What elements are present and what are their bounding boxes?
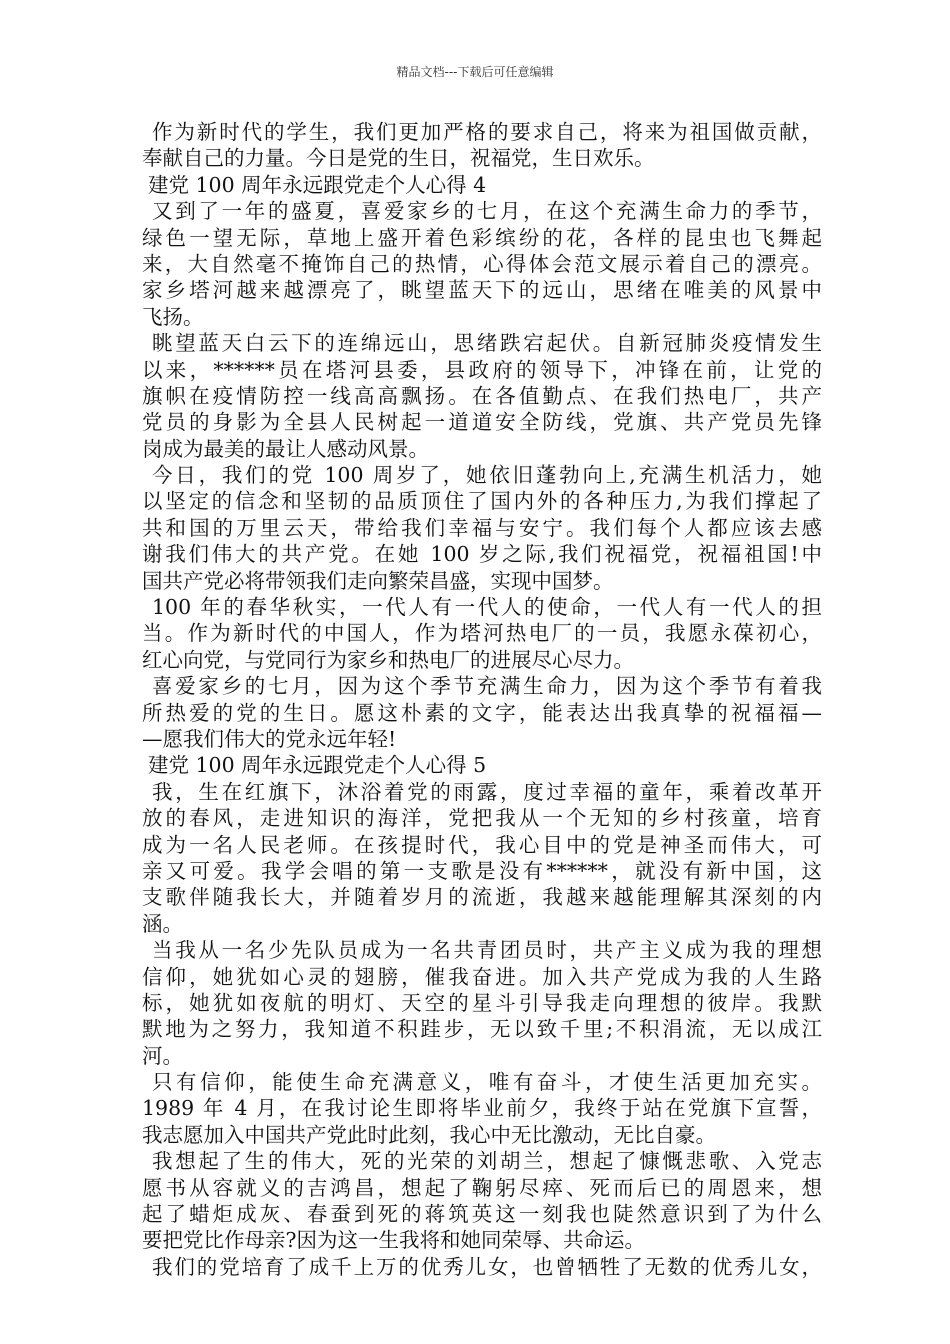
paragraph-line: 我志愿加入中国共产党此时此刻，我心中无比激动，无比自豪。 [142,1122,716,1147]
paragraph-line: 今日，我们的党 100 周岁了，她依旧蓬勃向上,充满生机活力，她 [152,463,822,488]
section-heading: 建党 100 周年永远跟党走个人心得 4 [148,172,487,197]
paragraph-line: 我们的党培育了成千上万的优秀儿女，也曾牺牲了无数的优秀儿女， [152,1254,822,1279]
section-heading: 建党 100 周年永远跟党走个人心得 5 [148,753,487,778]
paragraph-line: 奉献自己的力量。今日是党的生日，祝福党，生日欢乐。 [142,146,655,171]
paragraph-line: 默地为之努力，我知道不积跬步，无以致千里;不积涓流，无以成江 [142,1017,822,1042]
paragraph-line: 党员的身影为全县人民树起一道道安全防线，党旗、共产党员先锋 [142,410,822,435]
paragraph-line: 亲又可爱。我学会唱的第一支歌是没有******，就没有新中国，这 [142,858,822,883]
document-body [142,119,822,1280]
paragraph-line: 红心向党，与党同行为家乡和热电厂的进展尽心尽力。 [142,647,634,672]
paragraph-line: 所热爱的党的生日。愿这朴素的文字，能表达出我真挚的祝福福— [142,700,822,725]
paragraph-line: 绿色一望无际，草地上盛开着色彩缤纷的花，各样的昆虫也飞舞起 [142,225,822,250]
paragraph-line: 家乡塔河越来越漂亮了，眺望蓝天下的远山，思绪在唯美的风景中 [142,278,822,303]
paragraph-line: 眺望蓝天白云下的连绵远山，思绪跌宕起伏。自新冠肺炎疫情发生 [152,331,822,356]
paragraph-line: 以来，******员在塔河县委，县政府的领导下，冲锋在前，让党的 [142,357,822,382]
paragraph-line: 涵。 [142,911,183,936]
paragraph-line: 来，大自然毫不掩饰自己的热情，心得体会范文展示着自己的漂亮。 [142,251,822,276]
paragraph-line: 以坚定的信念和坚韧的品质顶住了国内外的各种压力,为我们撑起了 [142,489,822,514]
page-header-note: 精品文档---下载后可任意编辑 [396,65,554,79]
paragraph-line: —愿我们伟大的党永远年轻! [142,726,397,751]
paragraph-line: 谢我们伟大的共产党。在她 100 岁之际,我们祝福党，祝福祖国!中 [142,542,822,567]
paragraph-line: 只有信仰，能使生命充满意义，唯有奋斗，才使生活更加充实。 [152,1070,822,1095]
paragraph-line: 喜爱家乡的七月，因为这个季节充满生命力，因为这个季节有着我 [152,674,822,699]
paragraph-line: 河。 [142,1043,183,1068]
paragraph-line: 100 年的春华秋实，一代人有一代人的使命，一代人有一代人的担 [152,595,822,620]
paragraph-line: 1989 年 4 月，在我讨论生即将毕业前夕，我终于站在党旗下宣誓， [142,1096,822,1121]
paragraph-line: 旗帜在疫情防控一线高高飘扬。在各值勤点、在我们热电厂，共产 [142,383,822,408]
paragraph-line: 愿书从容就义的吉鸿昌，想起了鞠躬尽瘁、死而后已的周恩来，想 [142,1175,822,1200]
paragraph-line: 要把党比作母亲?因为这一生我将和她同荣辱、共命运。 [142,1228,645,1253]
paragraph-line: 标，她犹如夜航的明灯、天空的星斗引导我走向理想的彼岸。我默 [142,990,822,1015]
paragraph-line: 飞扬。 [142,304,204,329]
paragraph-line: 成为一名人民老师。在孩提时代，我心目中的党是神圣而伟大，可 [142,832,822,857]
paragraph-line: 支歌伴随我长大，并随着岁月的流逝，我越来越能理解其深刻的内 [142,885,822,910]
paragraph-line: 起了蜡炬成灰、春蚕到死的蒋筑英这一刻我也陡然意识到了为什么 [142,1202,822,1227]
paragraph-line: 国共产党必将带领我们走向繁荣昌盛，实现中国梦。 [142,568,614,593]
paragraph-line: 又到了一年的盛夏，喜爱家乡的七月，在这个充满生命力的季节， [152,199,822,224]
paragraph-line: 信仰，她犹如心灵的翅膀，催我奋进。加入共产党成为我的人生路 [142,964,822,989]
paragraph-line: 共和国的万里云天，带给我们幸福与安宁。我们每个人都应该去感 [142,515,822,540]
paragraph-line: 放的春风，走进知识的海洋，党把我从一个无知的乡村孩童，培育 [142,806,822,831]
paragraph-line: 岗成为最美的最让人感动风景。 [142,436,429,461]
paragraph-line: 当。作为新时代的中国人，作为塔河热电厂的一员，我愿永葆初心， [142,621,822,646]
paragraph-line: 我，生在红旗下，沐浴着党的雨露，度过幸福的童年，乘着改革开 [152,779,822,804]
paragraph-line: 我想起了生的伟大，死的光荣的刘胡兰，想起了慷慨悲歌、入党志 [152,1149,822,1174]
paragraph-line: 作为新时代的学生，我们更加严格的要求自己，将来为祖国做贡献， [152,120,822,144]
paragraph-line: 当我从一名少先队员成为一名共青团员时，共产主义成为我的理想 [152,938,822,963]
